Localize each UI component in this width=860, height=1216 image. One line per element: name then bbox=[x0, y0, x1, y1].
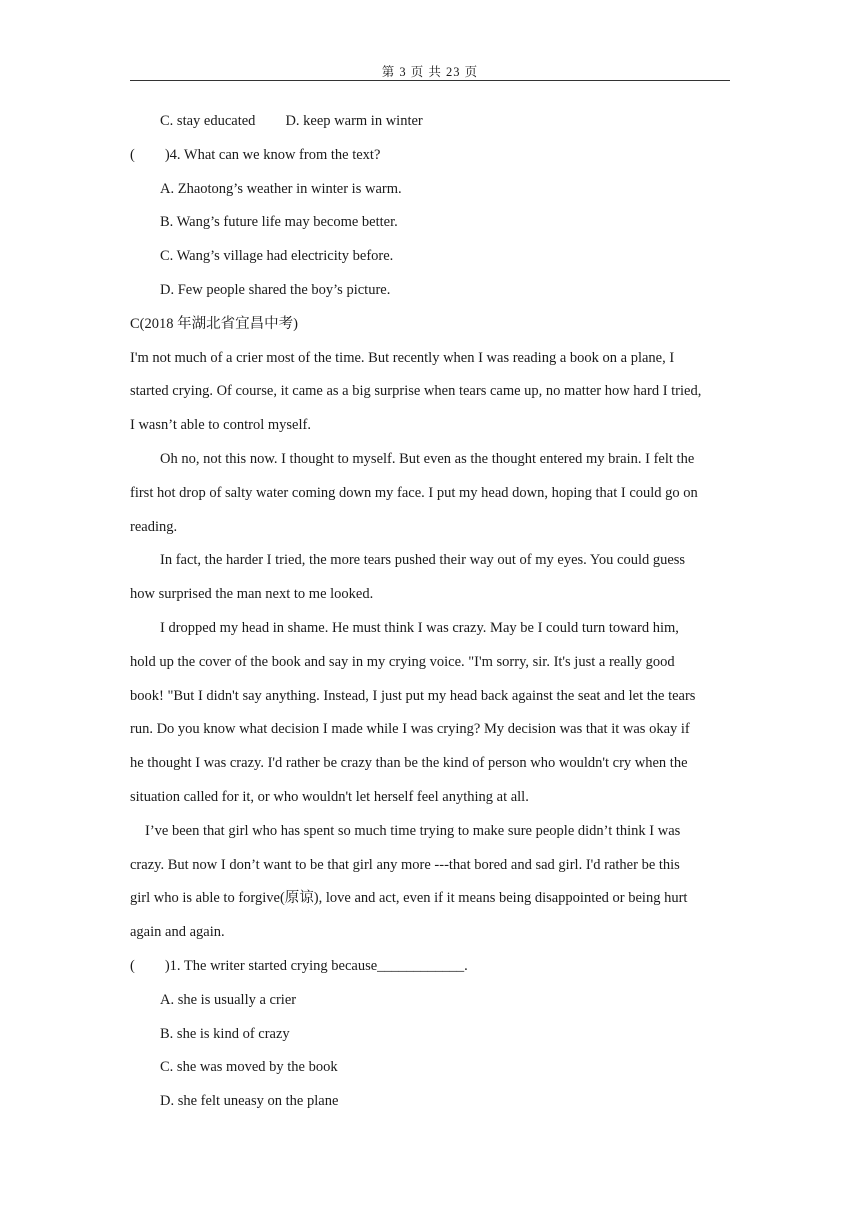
document-body bbox=[130, 105, 735, 1119]
q4-option-c: C. Wang’s village had electricity before. bbox=[160, 248, 394, 265]
c-q1-stem-text: )1. The writer started crying because____________. bbox=[164, 957, 468, 974]
passage-line: he thought I was crazy. I'd rather be crazy than be the kind of person who wouldn't cry when the bbox=[130, 755, 688, 772]
passage-line: I dropped my head in shame. He must think I was crazy. May be I could turn toward him, bbox=[160, 619, 679, 636]
passage-line: first hot drop of salty water coming down my face. I put my head down, hoping that I could go on bbox=[130, 484, 698, 501]
passage-line: In fact, the harder I tried, the more tears pushed their way out of my eyes. You could guess bbox=[160, 552, 686, 569]
q4-stem-text: )4. What can we know from the text? bbox=[164, 146, 381, 163]
passage-line: run. Do you know what decision I made while I was crying? My decision was that it was okay if bbox=[130, 721, 690, 738]
answer-paren: ( bbox=[130, 957, 135, 974]
passage-line: situation called for it, or who wouldn't let herself feel anything at all. bbox=[130, 788, 529, 805]
c-q1-stem bbox=[130, 950, 735, 984]
passage-line: reading. bbox=[130, 518, 178, 535]
q3-option-d: D. keep warm in winter bbox=[285, 113, 423, 129]
q4-option-d: D. Few people shared the boy’s picture. bbox=[160, 281, 391, 298]
passage-line: I’ve been that girl who has spent so much time trying to make sure people didn’t think I was bbox=[145, 822, 681, 839]
q3-options-row bbox=[130, 105, 735, 139]
passage-line: Oh no, not this now. I thought to myself. But even as the thought entered my brain. I felt the bbox=[160, 450, 695, 467]
q3-option-c: C. stay educated bbox=[160, 113, 256, 129]
passage-line: hold up the cover of the book and say in my crying voice. "I'm sorry, sir. It's just a really good bbox=[130, 653, 675, 670]
header-divider bbox=[130, 80, 730, 81]
passage-line: again and again. bbox=[130, 924, 225, 941]
passage-line: crazy. But now I don’t want to be that girl any more ---that bored and sad girl. I'd rather be this bbox=[130, 856, 680, 873]
c-q1-option-c: C. she was moved by the book bbox=[160, 1059, 338, 1076]
passage-line: how surprised the man next to me looked. bbox=[130, 586, 374, 603]
passage-line: girl who is able to forgive(原谅), love and act, even if it means being disappointed or being hurt bbox=[130, 890, 688, 907]
c-q1-option-a: A. she is usually a crier bbox=[160, 991, 297, 1008]
q4-option-b: B. Wang’s future life may become better. bbox=[160, 214, 398, 231]
passage-line: I'm not much of a crier most of the time. But recently when I was reading a book on a plane, I bbox=[130, 349, 675, 366]
passage-line: I wasn’t able to control myself. bbox=[130, 417, 311, 434]
c-q1-option-b: B. she is kind of crazy bbox=[160, 1025, 290, 1042]
q4-stem bbox=[130, 139, 735, 173]
q4-option-a: A. Zhaotong’s weather in winter is warm. bbox=[160, 180, 402, 197]
answer-paren: ( bbox=[130, 146, 135, 163]
passage-line: book! "But I didn't say anything. Instead, I just put my head back against the seat and let the tears bbox=[130, 687, 696, 704]
page-header: 第 3 页 共 23 页 bbox=[381, 65, 479, 79]
passage-line: started crying. Of course, it came as a big surprise when tears came up, no matter how hard I tried, bbox=[130, 383, 702, 400]
section-c-heading: C(2018 年湖北省宜昌中考) bbox=[130, 315, 298, 332]
c-q1-option-d: D. she felt uneasy on the plane bbox=[160, 1093, 339, 1110]
